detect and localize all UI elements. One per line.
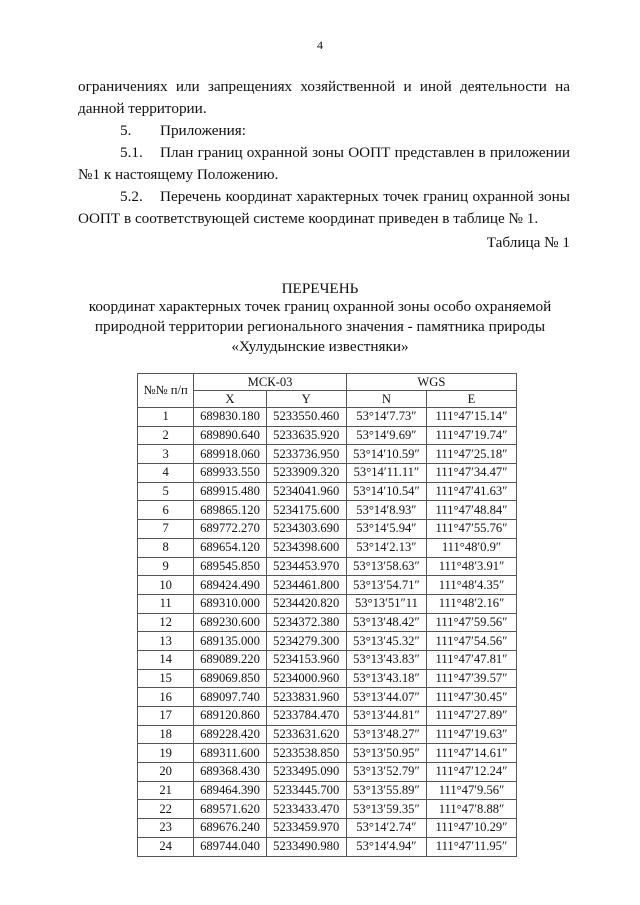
- cell-n: 53°13′58.63″: [346, 557, 426, 576]
- cell-number: 16: [138, 688, 194, 707]
- cell-e: 111°47′11.95″: [427, 837, 517, 856]
- cell-x: 689228.420: [194, 725, 266, 744]
- cell-x: 689676.240: [194, 819, 266, 838]
- cell-y: 5234420.820: [266, 594, 346, 613]
- page-number: 4: [317, 38, 323, 52]
- cell-x: 689464.390: [194, 781, 266, 800]
- cell-e: 111°47′55.76″: [427, 520, 517, 539]
- cell-n: 53°13′54.71″: [346, 576, 426, 595]
- cell-n: 53°13′50.95″: [346, 744, 426, 763]
- cell-number: 11: [138, 594, 194, 613]
- item-5-number: 5.: [120, 122, 132, 139]
- cell-x: 689424.490: [194, 576, 266, 595]
- cell-y: 5233459.970: [266, 819, 346, 838]
- col-x-header: X: [194, 391, 266, 408]
- cell-number: 6: [138, 501, 194, 520]
- cell-number: 1: [138, 408, 194, 427]
- cell-e: 111°47′19.63″: [427, 725, 517, 744]
- cell-n: 53°13′44.07″: [346, 688, 426, 707]
- cell-x: 689772.270: [194, 520, 266, 539]
- cell-e: 111°47′47.81″: [427, 650, 517, 669]
- table-row: [138, 669, 517, 688]
- cell-e: 111°48′0.9″: [427, 538, 517, 557]
- cell-x: 689368.430: [194, 763, 266, 782]
- cell-number: 4: [138, 464, 194, 483]
- cell-x: 689310.000: [194, 594, 266, 613]
- cell-number: 18: [138, 725, 194, 744]
- cell-y: 5233538.850: [266, 744, 346, 763]
- cell-n: 53°14′2.13″: [346, 538, 426, 557]
- cell-y: 5233635.920: [266, 426, 346, 445]
- cell-n: 53°13′55.89″: [346, 781, 426, 800]
- cell-x: 689830.180: [194, 408, 266, 427]
- cell-number: 19: [138, 744, 194, 763]
- coordinates-table: [137, 373, 517, 857]
- item-5-1-line-1: План границ охранной зоны ООПТ представлен в приложении: [160, 144, 570, 161]
- cell-n: 53°14′8.93″: [346, 501, 426, 520]
- cell-e: 111°47′12.24″: [427, 763, 517, 782]
- cell-y: 5233736.950: [266, 445, 346, 464]
- table-row: [138, 837, 517, 856]
- item-5-2-line-1: Перечень координат характерных точек границ охранной зоны: [160, 188, 570, 205]
- cell-number: 10: [138, 576, 194, 595]
- cell-y: 5233490.980: [266, 837, 346, 856]
- cell-y: 5234453.970: [266, 557, 346, 576]
- cell-y: 5233550.460: [266, 408, 346, 427]
- cell-number: 22: [138, 800, 194, 819]
- cell-number: 17: [138, 707, 194, 726]
- table-body: [138, 408, 517, 857]
- cell-y: 5234398.600: [266, 538, 346, 557]
- cell-e: 111°47′59.56″: [427, 613, 517, 632]
- cell-number: 8: [138, 538, 194, 557]
- heading-title: ПЕРЕЧЕНЬ: [281, 280, 359, 297]
- table-row: [138, 501, 517, 520]
- cell-y: 5233784.470: [266, 707, 346, 726]
- cell-n: 53°13′44.81″: [346, 707, 426, 726]
- cell-x: 689069.850: [194, 669, 266, 688]
- table-row: [138, 426, 517, 445]
- cell-e: 111°47′30.45″: [427, 688, 517, 707]
- cell-x: 689120.860: [194, 707, 266, 726]
- cell-y: 5233495.090: [266, 763, 346, 782]
- cell-number: 3: [138, 445, 194, 464]
- cell-n: 53°14′5.94″: [346, 520, 426, 539]
- cell-y: 5234461.800: [266, 576, 346, 595]
- table-row: [138, 650, 517, 669]
- table-row: [138, 594, 517, 613]
- cell-e: 111°47′39.57″: [427, 669, 517, 688]
- cell-y: 5234153.960: [266, 650, 346, 669]
- col-n-header: N: [346, 391, 426, 408]
- table-row: [138, 557, 517, 576]
- table-row: [138, 613, 517, 632]
- heading-line-3: «Хулудынские известняки»: [231, 338, 409, 355]
- cell-number: 12: [138, 613, 194, 632]
- cell-x: 689097.740: [194, 688, 266, 707]
- item-5-2-number: 5.2.: [120, 188, 143, 205]
- cell-n: 53°14′11.11″: [346, 464, 426, 483]
- cell-e: 111°48′4.35″: [427, 576, 517, 595]
- cell-number: 5: [138, 482, 194, 501]
- cell-x: 689230.600: [194, 613, 266, 632]
- item-5-text: Приложения:: [160, 122, 246, 139]
- table-row: [138, 482, 517, 501]
- table-row: [138, 408, 517, 427]
- cell-y: 5234279.300: [266, 632, 346, 651]
- intro-line-2: данной территории.: [78, 100, 207, 117]
- table-row: [138, 445, 517, 464]
- cell-y: 5234000.960: [266, 669, 346, 688]
- cell-n: 53°14′10.54″: [346, 482, 426, 501]
- cell-number: 7: [138, 520, 194, 539]
- cell-e: 111°47′48.84″: [427, 501, 517, 520]
- intro-line-1: ограничениях или запрещениях хозяйственной и иной деятельности на: [78, 78, 570, 95]
- cell-e: 111°47′9.56″: [427, 781, 517, 800]
- col-number-header: №№ п/п: [138, 374, 194, 408]
- table-row: [138, 763, 517, 782]
- cell-y: 5233831.960: [266, 688, 346, 707]
- cell-e: 111°47′15.14″: [427, 408, 517, 427]
- cell-number: 9: [138, 557, 194, 576]
- table-row: [138, 707, 517, 726]
- table-row: [138, 725, 517, 744]
- cell-n: 53°14′10.59″: [346, 445, 426, 464]
- cell-y: 5234175.600: [266, 501, 346, 520]
- cell-x: 689744.040: [194, 837, 266, 856]
- cell-y: 5233433.470: [266, 800, 346, 819]
- table-row: [138, 819, 517, 838]
- cell-n: 53°14′2.74″: [346, 819, 426, 838]
- cell-n: 53°14′7.73″: [346, 408, 426, 427]
- cell-n: 53°13′45.32″: [346, 632, 426, 651]
- col-e-header: E: [427, 391, 517, 408]
- cell-x: 689545.850: [194, 557, 266, 576]
- cell-y: 5233445.700: [266, 781, 346, 800]
- intro-paragraph: [78, 76, 570, 120]
- cell-number: 15: [138, 669, 194, 688]
- cell-e: 111°48′3.91″: [427, 557, 517, 576]
- cell-x: 689311.600: [194, 744, 266, 763]
- cell-e: 111°48′2.16″: [427, 594, 517, 613]
- cell-y: 5234303.690: [266, 520, 346, 539]
- cell-x: 689890.640: [194, 426, 266, 445]
- cell-x: 689089.220: [194, 650, 266, 669]
- table-row: [138, 632, 517, 651]
- cell-number: 2: [138, 426, 194, 445]
- cell-n: 53°14′9.69″: [346, 426, 426, 445]
- cell-e: 111°47′14.61″: [427, 744, 517, 763]
- table-row: [138, 464, 517, 483]
- wgs-group-header: WGS: [346, 374, 516, 391]
- table-row: [138, 538, 517, 557]
- cell-e: 111°47′41.63″: [427, 482, 517, 501]
- heading-line-2: природной территории регионального значения - памятника природы: [94, 318, 546, 335]
- cell-number: 23: [138, 819, 194, 838]
- msk-group-header: МСК-03: [194, 374, 346, 391]
- cell-e: 111°47′8.88″: [427, 800, 517, 819]
- cell-e: 111°47′34.47″: [427, 464, 517, 483]
- cell-n: 53°13′52.79″: [346, 763, 426, 782]
- item-5-1-number: 5.1.: [120, 144, 143, 161]
- table-row: [138, 576, 517, 595]
- item-5-1-line-2: №1 к настоящему Положению.: [78, 166, 279, 183]
- cell-n: 53°13′59.35″: [346, 800, 426, 819]
- cell-e: 111°47′10.29″: [427, 819, 517, 838]
- col-y-header: Y: [266, 391, 346, 408]
- item-5-2-line-2: ООПТ в соответствующей системе координат приведен в таблице № 1.: [78, 210, 539, 227]
- cell-n: 53°13′43.18″: [346, 669, 426, 688]
- cell-x: 689933.550: [194, 464, 266, 483]
- cell-e: 111°47′19.74″: [427, 426, 517, 445]
- heading-line-1: координат характерных точек границ охранной зоны особо охраняемой: [88, 298, 552, 315]
- cell-e: 111°47′27.89″: [427, 707, 517, 726]
- cell-n: 53°13′48.27″: [346, 725, 426, 744]
- cell-e: 111°47′25.18″: [427, 445, 517, 464]
- cell-y: 5234041.960: [266, 482, 346, 501]
- cell-number: 14: [138, 650, 194, 669]
- cell-number: 24: [138, 837, 194, 856]
- cell-n: 53°13′43.83″: [346, 650, 426, 669]
- cell-number: 21: [138, 781, 194, 800]
- cell-x: 689654.120: [194, 538, 266, 557]
- cell-y: 5233631.620: [266, 725, 346, 744]
- cell-number: 13: [138, 632, 194, 651]
- cell-n: 53°13′51″11: [346, 594, 426, 613]
- table-row: [138, 781, 517, 800]
- cell-x: 689918.060: [194, 445, 266, 464]
- cell-n: 53°13′48.42″: [346, 613, 426, 632]
- cell-x: 689915.480: [194, 482, 266, 501]
- cell-n: 53°14′4.94″: [346, 837, 426, 856]
- cell-number: 20: [138, 763, 194, 782]
- cell-x: 689135.000: [194, 632, 266, 651]
- cell-y: 5234372.380: [266, 613, 346, 632]
- cell-y: 5233909.320: [266, 464, 346, 483]
- cell-e: 111°47′54.56″: [427, 632, 517, 651]
- table-row: [138, 744, 517, 763]
- cell-x: 689865.120: [194, 501, 266, 520]
- table-row: [138, 688, 517, 707]
- table-label: Таблица № 1: [486, 234, 570, 251]
- table-row: [138, 800, 517, 819]
- cell-x: 689571.620: [194, 800, 266, 819]
- table-row: [138, 520, 517, 539]
